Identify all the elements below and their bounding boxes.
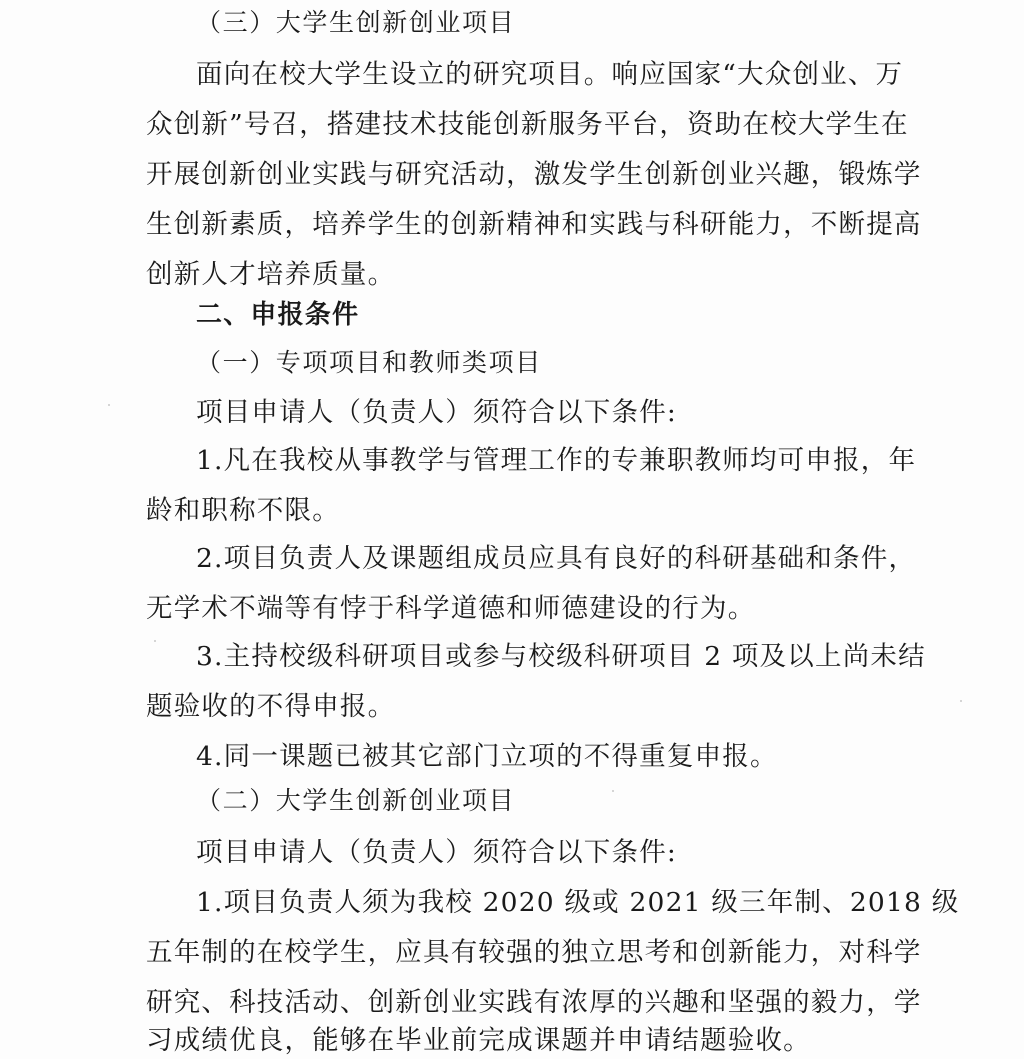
paragraph-line: 生创新素质，培养学生的创新精神和实践与科研能力，不断提高 <box>146 209 922 240</box>
subsection-1-intro: 项目申请人（负责人）须符合以下条件: <box>196 397 678 428</box>
list-item-line: 2.项目负责人及课题组成员应具有良好的科研基础和条件， <box>196 543 917 574</box>
subsection-2-intro: 项目申请人（负责人）须符合以下条件: <box>196 837 678 868</box>
paragraph-line: 面向在校大学生设立的研究项目。响应国家“大众创业、万 <box>196 59 904 90</box>
list-item-line: 五年制的在校学生，应具有较强的独立思考和创新能力，对科学 <box>146 937 922 968</box>
scan-speck <box>612 790 614 792</box>
list-item-line: 4.同一课题已被其它部门立项的不得重复申报。 <box>196 741 778 772</box>
list-item-line: 题验收的不得申报。 <box>146 691 396 722</box>
list-item-line: 习成绩优良，能够在毕业前完成课题并申请结题验收。 <box>146 1025 811 1056</box>
list-item-line: 研究、科技活动、创新创业实践有浓厚的兴趣和坚强的毅力，学 <box>146 987 922 1018</box>
list-item-line: 1.项目负责人须为我校 2020 级或 2021 级三年制、2018 级 <box>196 887 960 918</box>
list-item-line: 龄和职称不限。 <box>146 495 340 526</box>
list-item-line: 无学术不端等有悖于科学道德和师德建设的行为。 <box>146 593 756 624</box>
paragraph-line: 开展创新创业实践与研究活动，激发学生创新创业兴趣，锻炼学 <box>146 159 922 190</box>
section-3-heading: （三）大学生创新创业项目 <box>196 8 516 37</box>
list-item-line: 3.主持校级科研项目或参与校级科研项目 2 项及以上尚未结 <box>196 641 926 672</box>
section-2-heading: 二、申报条件 <box>196 300 360 330</box>
scan-speck <box>154 640 156 642</box>
scan-speck <box>108 404 110 406</box>
list-item-line: 1.凡在我校从事教学与管理工作的专兼职教师均可申报，年 <box>196 445 917 476</box>
subsection-2-heading: （二）大学生创新创业项目 <box>196 786 516 815</box>
scan-speck <box>960 700 962 702</box>
paragraph-line: 众创新”号召，搭建技术技能创新服务平台，资助在校大学生在 <box>146 109 909 140</box>
paragraph-line: 创新人才培养质量。 <box>146 259 396 290</box>
subsection-1-heading: （一）专项项目和教师类项目 <box>196 348 542 377</box>
